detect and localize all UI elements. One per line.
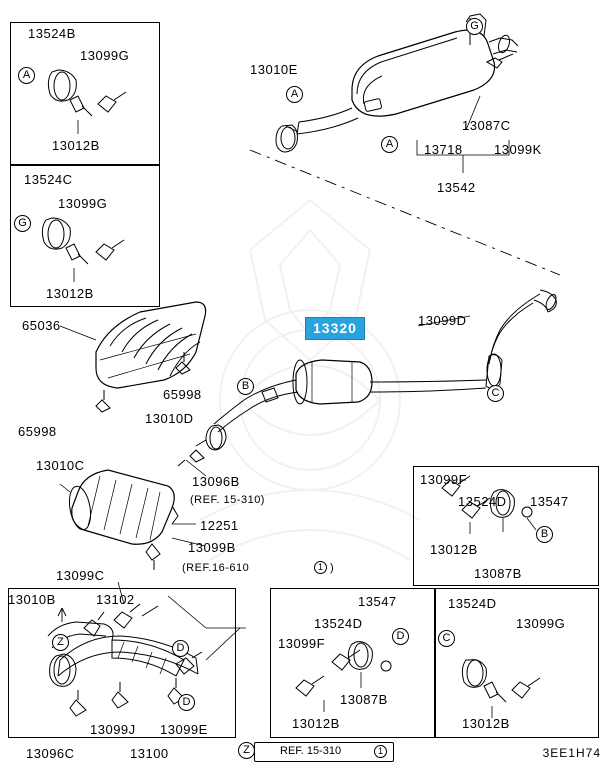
label-13087b-bm: 13087B: [340, 692, 388, 707]
label-65998-1: 65998: [163, 387, 202, 402]
label-13096b: 13096B: [192, 474, 240, 489]
label-13542: 13542: [437, 180, 476, 195]
callout-a-top: A: [286, 86, 303, 103]
callout-a-panel1: A: [18, 67, 35, 84]
label-13100: 13100: [130, 746, 169, 761]
label-13102: 13102: [96, 592, 135, 607]
label-13012b-bm: 13012B: [292, 716, 340, 731]
sheet-code: 3EE1H74: [542, 746, 601, 760]
label-13547-bm: 13547: [358, 594, 397, 609]
ref-15-310-a: (REF. 15-310): [190, 494, 265, 506]
label-13087b-rm: 13087B: [474, 566, 522, 581]
callout-a-top2: A: [381, 136, 398, 153]
label-13010c: 13010C: [36, 458, 85, 473]
callout-d-bm: D: [392, 628, 409, 645]
callout-b-rm: B: [536, 526, 553, 543]
ref-16-610: (REF.16-610: [182, 562, 250, 574]
label-13012b-br: 13012B: [462, 716, 510, 731]
label-13012b-1: 13012B: [52, 138, 100, 153]
ref-15-310-box: [254, 742, 394, 762]
callout-b-center: B: [237, 378, 254, 395]
label-13547-rm: 13547: [530, 494, 569, 509]
label-13087c: 13087C: [462, 118, 511, 133]
label-13099g-br: 13099G: [516, 616, 566, 631]
label-13012b-rm: 13012B: [430, 542, 478, 557]
inset-panel-bottom-left: [8, 588, 236, 738]
ref-16-610-circle-one: 1: [314, 561, 327, 574]
label-13524d-rm: 13524D: [458, 494, 507, 509]
label-65036: 65036: [22, 318, 61, 333]
label-13524d-br: 13524D: [448, 596, 497, 611]
label-13012b-2: 13012B: [46, 286, 94, 301]
label-13099g-2: 13099G: [58, 196, 108, 211]
callout-c-center: C: [487, 385, 504, 402]
label-13096c: 13096C: [26, 746, 75, 761]
callout-g-panel2: G: [14, 215, 31, 232]
label-12251: 12251: [200, 518, 239, 533]
callout-z-ref: Z: [238, 742, 255, 759]
highlight-part-13320[interactable]: 13320: [305, 317, 365, 340]
callout-d-bottom2: D: [178, 694, 195, 711]
label-13099f-bm: 13099F: [278, 636, 326, 651]
label-13010e: 13010E: [250, 62, 298, 77]
callout-d-bottom1: D: [172, 640, 189, 657]
label-13010b: 13010B: [8, 592, 56, 607]
callout-c-br: C: [438, 630, 455, 647]
label-13524b: 13524B: [28, 26, 76, 41]
callout-z-bottom: Z: [52, 634, 69, 651]
label-13099c: 13099C: [56, 568, 105, 583]
label-13099d: 13099D: [418, 313, 467, 328]
label-13099g-1: 13099G: [80, 48, 130, 63]
label-13099b: 13099B: [188, 540, 236, 555]
label-13099k: 13099K: [494, 142, 542, 157]
ref-15-310-circle-one: 1: [374, 745, 387, 758]
label-13099e: 13099E: [160, 722, 208, 737]
ref-15-310-text: REF. 15-310: [280, 745, 342, 757]
label-65998-2: 65998: [18, 424, 57, 439]
label-13524c: 13524C: [24, 172, 73, 187]
label-13099f-rm: 13099F: [420, 472, 468, 487]
label-13010d: 13010D: [145, 411, 194, 426]
label-13524d-bm: 13524D: [314, 616, 363, 631]
label-13718: 13718: [424, 142, 463, 157]
label-13099j: 13099J: [90, 722, 136, 737]
ref-16-610-close: ): [330, 562, 335, 574]
callout-g-top: G: [466, 18, 483, 35]
